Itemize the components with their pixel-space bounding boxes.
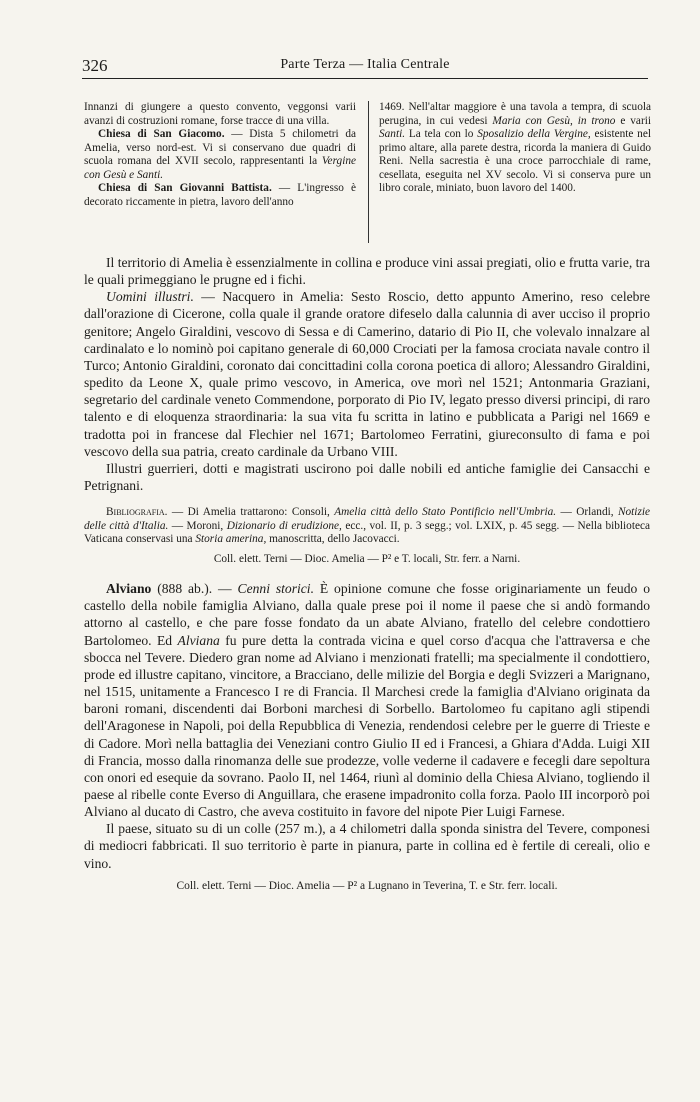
rc-text-2: e varii: [615, 114, 651, 127]
rc-italic-3: Sposalizio della Vergine,: [477, 128, 591, 140]
running-title: Parte Terza — Italia Centrale: [280, 57, 450, 72]
biblio-text-5: manoscritta, dello Jacovacci.: [266, 533, 400, 546]
biblio-italic-3: Dizionario di erudizione,: [226, 519, 342, 532]
territorio-paragraph: Il territorio di Amelia è essenzialmente in collina e produce vini assai pregiati, olio e frutta varie, tra le quali primeggiano le prugne ed i fichi.: [84, 255, 650, 288]
rc-text-3: La tela con lo: [405, 128, 478, 140]
cenni-storici-heading: Cenni storici.: [237, 581, 314, 597]
biblio-italic-4: Storia amerina,: [195, 533, 267, 546]
alviano-text-1: È opinione comune che fosse originariamente un feudo o castello della nobile famiglia Alviano, dalla quale prese poi il nome il paese che si andò formando attorno al castello, e che pare fosse fondato da un abate Alviano, fratello del celebre condottiero Bartolomeo. Ed: [84, 581, 650, 648]
page-header: [82, 48, 648, 79]
paese-paragraph: Il paese, situato su di un colle (257 m.), a 4 chilometri dalla sponda sinistra del Tevere, componesi di mediocri fabbricati. Il suo territorio è parte in pianura, parte in collina ed è fertile di cereali, olio e vino.: [84, 821, 650, 871]
san-giacomo-paragraph: [84, 128, 356, 182]
uomini-illustri-paragraph: [84, 288, 650, 460]
biblio-italic-1: Amelia città dello Stato Pontificio nell'Umbria.: [334, 506, 557, 519]
alviano-population: (888 ab.). —: [151, 581, 238, 597]
guerrieri-paragraph: Illustri guerrieri, dotti e magistrati uscirono poi dalle nobili ed antiche famiglie dei Cansacchi e Petrignani.: [84, 460, 650, 494]
bibliography: [84, 506, 650, 547]
san-giacomo-italic: Vergine con Gesù e Santi.: [84, 155, 356, 181]
uomini-illustri-text: — Nacquero in Amelia: Sesto Roscio, detto appunto Amerino, reso celebre dall'orazione di Cicerone, colla quale il grande oratore difeselo dalla calunnia di aver ucciso il proprio genitore; Angelo Giraldini, vescovo di Sessa e di Camerino, datario di Pio II, che volevalo innalzare al cardinalato e lo nominò poi capitano generale di 60,000 Crociati per la famosa crociata navale contro il Turco; Antonio Giraldini, coronato dai concittadini colla corona poetica di alloro; Alessandro Giraldini, spedito da Leone X, quale primo vescovo, in America, ove morì nel 1521; Antonmaria Graziani, segretario del cardinale veneto Commendone, porporato di Pio IV, legato presso diversi principi, di raro talento e di eloquenza straordinaria: la sua vita fu scritta in latino e pubblicata a Parigi nel 1669 e tradotta poi in francese dal Flechier nel 1671; Bartolomeo Ferratini, giureconsulto di fama e poi vescovo della sua patria, creato cardinale da Urbano VIII.: [84, 289, 651, 459]
alviano-heading: Alviano: [106, 581, 152, 597]
biblio-italic-2: Notizie delle città d'Italia.: [84, 506, 650, 532]
two-column-section: [84, 101, 650, 251]
biblio-text-4: ecc., vol. II, p. 3 segg.; vol. LXIX, p. 45 segg. — Nella biblioteca Vaticana conservasi una: [84, 519, 650, 546]
page-number: 326: [82, 56, 108, 75]
alviano-paragraph: [84, 580, 650, 820]
biblio-text-2: — Orlandi,: [556, 506, 618, 519]
rc-italic-1: Maria con Gesù, in trono: [492, 114, 616, 127]
san-giacomo-text: — Dista 5 chilometri da Amelia, verso nord-est. Vi si conservano due quadri di scuola romana del XVII secolo, rappresentanti la: [84, 128, 356, 167]
alviano-text-2: fu pure detta la contrada vicina e quel corso d'acqua che l'attraversa e che sbocca nel Tevere. Diedero gran nome ad Alviano i menzionati fratelli; ma specialmente il condottiero, prode ed illustre capitano, vincitore, a Bracciano, delle milizie del Borgia e degli Svizzeri a Marignano, nel 1515, unitamente a Francesco I re di Francia. Il Marchesi crede la famiglia d'Alviano originata da baroni romani, discendenti dai Borboni marchesi di Sorbello. Bartolomeo fu capitano agli stipendi dell'Aragonese in Napoli, poi della Repubblica di Venezia, rendendosi celebre per le guerre di Trieste e di Cadore. Morì nella battaglia dei Veneziani contro Giulio II ed i Francesi, a Ghiara d'Adda. Luigi XII di Francia, mosso dalla rinomanza delle sue prodezze, volle vederne il cadavere e fecegli dare sepoltura con onori ed esequie da sovrano. Paolo II, nel 1464, riunì al dominio della Chiesa Alviano, togliendo il paese al ribelle conte Everso di Anguillara, che erasene impadronito colla forza. Paolo III incorporò poi Alviano al ducato di Castro, che aveva costituito in favore del nipote Pier Luigi Farnese.: [84, 632, 650, 820]
biblio-text-1: — Di Amelia trattarono: Consoli,: [167, 506, 335, 519]
san-giovanni-heading: Chiesa di San Giovanni Battista.: [98, 182, 272, 194]
bibliography-heading: Bibliografia.: [106, 506, 168, 519]
uomini-illustri-heading: Uomini illustri.: [106, 289, 194, 305]
rc-italic-2: Santi.: [379, 128, 406, 140]
left-column: [84, 101, 356, 209]
amelia-collegio-line: Coll. elett. Terni — Dioc. Amelia — P² e T. locali, Str. ferr. a Narni.: [213, 552, 521, 565]
biblio-text-3: — Moroni,: [168, 519, 227, 532]
column-divider: [368, 101, 369, 243]
convent-paragraph: Innanzi di giungere a questo convento, veggonsi varii avanzi di costruzioni romane, forse tracce di una villa.: [84, 101, 356, 127]
san-giovanni-paragraph: [84, 182, 356, 209]
alviano-collegio-line: Coll. elett. Terni — Dioc. Amelia — P² a Lugnano in Teverina, T. e Str. ferr. locali.: [176, 879, 558, 892]
alviana-italic: Alviana: [177, 632, 220, 648]
san-giovanni-continued: [379, 101, 651, 196]
rc-text-1: 1469. Nell'altar maggiore è una tavola a tempra, di scuola perugina, in cui vedesi: [379, 101, 651, 127]
san-giovanni-text: — L'ingresso è decorato riccamente in pietra, lavoro dell'anno: [84, 182, 357, 208]
rc-text-4: esistente nel primo altare, alla parete destra, ricorda la maniera di Guido Reni. Nella sacrestia è una croce parrocchiale di rame, cesellata, eseguita nel XV secolo. Vi si conserva pure un libro corale, miniato, buon lavoro del 1400.: [379, 128, 651, 194]
san-giacomo-heading: Chiesa di San Giacomo.: [98, 128, 225, 140]
main-text: [84, 254, 650, 895]
right-column: [379, 101, 651, 196]
